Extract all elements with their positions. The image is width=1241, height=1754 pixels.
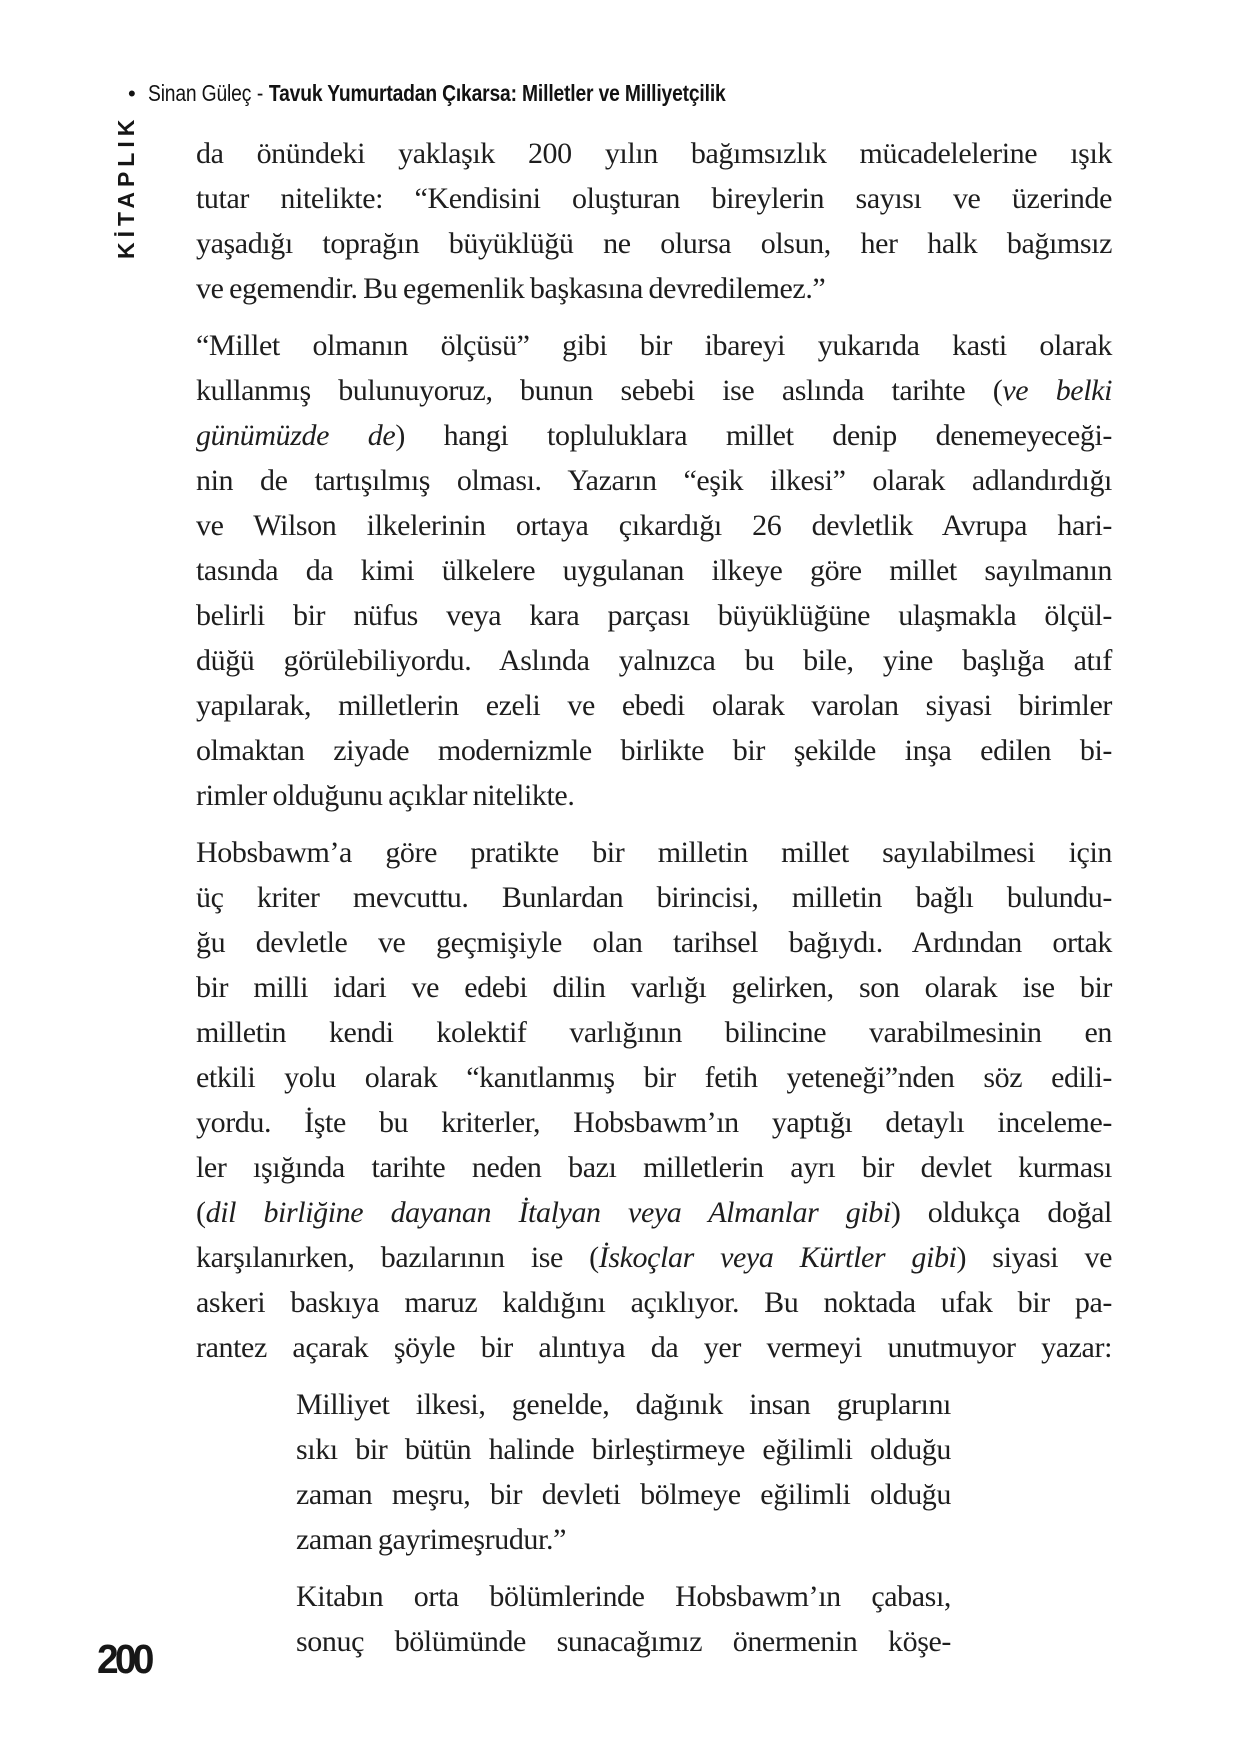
text-line: milletin kendi kolektif varlığının bilincine varabilmesinin en: [196, 1016, 1112, 1049]
text-line: ve Wilson ilkelerinin ortaya çıkardığı 26 devletlik Avrupa hari-: [196, 509, 1112, 542]
text-line: da önündeki yaklaşık 200 yılın bağımsızlık mücadelelerine ışık: [196, 137, 1112, 170]
text-line: sonuç bölümünde sunacağımız önermenin köşe-: [296, 1625, 951, 1658]
text-line: zaman meşru, bir devleti bölmeye eğilimli olduğu: [296, 1478, 951, 1511]
page-body: [196, 131, 1112, 1664]
running-head-text: [148, 80, 726, 107]
text-line: karşılanırken, bazılarının ise (İskoçlar veya Kürtler gibi) siyasi ve: [196, 1241, 1112, 1274]
paragraph: [196, 131, 1112, 311]
author-name: Sinan Güleç: [147, 80, 251, 106]
page-number: 200: [97, 1636, 151, 1682]
text-line: zaman gayrimeşrudur.”: [296, 1523, 566, 1556]
text-line: yordu. İşte bu kriterler, Hobsbawm’ın yaptığı detaylı inceleme-: [196, 1106, 1112, 1139]
text-line: bir milli idari ve edebi dilin varlığı gelirken, son olarak ise bir: [196, 971, 1112, 1004]
text-line: (dil birliğine dayanan İtalyan veya Almanlar gibi) oldukça doğal: [196, 1196, 1112, 1229]
text-line: yaşadığı toprağın büyüklüğü ne olursa olsun, her halk bağımsız: [196, 227, 1112, 260]
text-line: Hobsbawm’a göre pratikte bir milletin millet sayılabilmesi için: [196, 836, 1112, 869]
text-line: belirli bir nüfus veya kara parçası büyüklüğüne ulaşmakla ölçül-: [196, 599, 1112, 632]
separator: -: [256, 80, 263, 106]
text-line: askeri baskıya maruz kaldığını açıklıyor. Bu noktada ufak bir pa-: [196, 1286, 1112, 1319]
text-line: Kitabın orta bölümlerinde Hobsbawm’ın çabası,: [296, 1580, 951, 1613]
running-head: [128, 80, 852, 107]
text-line: ğu devletle ve geçmişiyle olan tarihsel bağıydı. Ardından ortak: [196, 926, 1112, 959]
text-line: tutar nitelikte: “Kendisini oluşturan bireylerin sayısı ve üzerinde: [196, 182, 1112, 215]
text-line: rimler olduğunu açıklar nitelikte.: [196, 779, 575, 812]
text-line: günümüzde de) hangi topluluklara millet denip denemeyeceği-: [196, 419, 1112, 452]
text-line: üç kriter mevcuttu. Bunlardan birincisi, milletin bağlı bulundu-: [196, 881, 1112, 914]
paragraph: [296, 1574, 951, 1664]
book-title: Tavuk Yumurtadan Çıkarsa: Milletler ve Milliyetçilik: [268, 80, 726, 106]
text-line: etkili yolu olarak “kanıtlanmış bir fetih yeteneği”nden söz edili-: [196, 1061, 1112, 1094]
text-line: ve egemendir. Bu egemenlik başkasına devredilemez.”: [196, 272, 826, 305]
block-quote: [296, 1382, 951, 1562]
text-line: ler ışığında tarihte neden bazı milletlerin ayrı bir devlet kurması: [196, 1151, 1112, 1184]
section-label-vertical: KİTAPLIK: [113, 114, 139, 259]
text-line: düğü görülebiliyordu. Aslında yalnızca bu bile, yine başlığa atıf: [196, 644, 1112, 677]
text-line: “Millet olmanın ölçüsü” gibi bir ibareyi yukarıda kasti olarak: [196, 329, 1112, 362]
text-line: sıkı bir bütün halinde birleştirmeye eğilimli olduğu: [296, 1433, 951, 1466]
text-line: kullanmış bulunuyoruz, bunun sebebi ise aslında tarihte (ve belki: [196, 374, 1113, 407]
text-line: yapılarak, milletlerin ezeli ve ebedi olarak varolan siyasi birimler: [196, 689, 1112, 722]
text-line: Milliyet ilkesi, genelde, dağınık insan gruplarını: [296, 1388, 951, 1421]
text-line: olmaktan ziyade modernizmle birlikte bir şekilde inşa edilen bi-: [196, 734, 1112, 767]
paragraph: [196, 323, 1112, 818]
text-line: rantez açarak şöyle bir alıntıya da yer vermeyi unutmuyor yazar:: [196, 1331, 1112, 1364]
text-line: tasında da kimi ülkelere uygulanan ilkeye göre millet sayılmanın: [196, 554, 1112, 587]
paragraph: [196, 830, 1112, 1370]
bullet-icon: •: [128, 80, 136, 106]
text-line: nin de tartışılmış olması. Yazarın “eşik ilkesi” olarak adlandırdığı: [196, 464, 1112, 497]
